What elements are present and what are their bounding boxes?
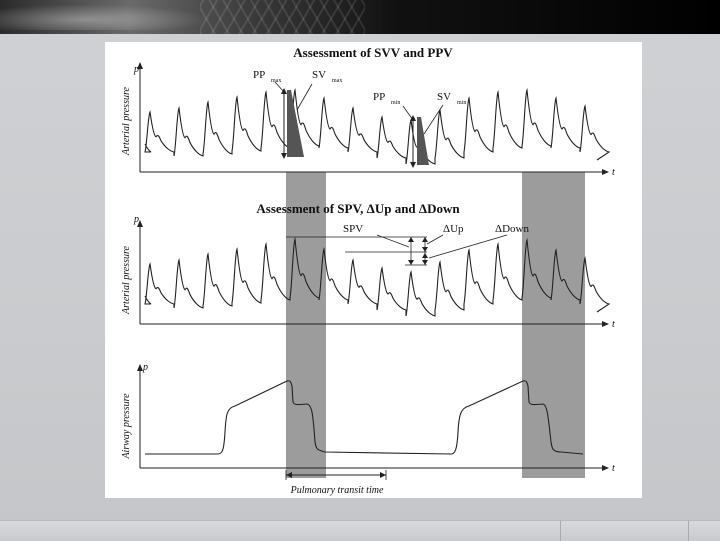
header-hex-pattern <box>200 0 365 34</box>
figure-panel <box>105 42 642 498</box>
shade-band-left <box>286 172 326 478</box>
middle-panel-title: Assessment of SPV, ΔUp and ΔDown <box>256 201 460 216</box>
sv-min-area <box>417 117 429 165</box>
slide-footer-band <box>0 520 720 541</box>
pp-max-subscript: max <box>271 78 282 84</box>
top-p-label: p <box>134 64 139 75</box>
bottom-t-label: t <box>612 463 615 474</box>
pp-min-subscript: min <box>391 100 401 106</box>
ddown-label: ΔDown <box>495 223 529 235</box>
footer-divider <box>560 521 561 541</box>
middle-y-axis-label: Arterial pressure <box>121 246 132 314</box>
pp-max-label: PP <box>253 69 266 81</box>
footer-divider <box>688 521 689 541</box>
top-y-axis-label: Arterial pressure <box>121 87 132 155</box>
bottom-p-label: p <box>143 362 148 373</box>
spv-label: SPV <box>343 223 364 235</box>
middle-p-label: p <box>134 214 139 225</box>
slide-header-band <box>0 0 720 34</box>
middle-t-label: t <box>612 319 615 330</box>
hemodynamics-diagram <box>105 42 642 498</box>
dup-label: ΔUp <box>443 223 464 235</box>
top-x-arrow <box>602 169 609 175</box>
sv-min-subscript: min <box>457 100 467 106</box>
airway-pressure-waveform <box>145 381 583 454</box>
top-panel-title: Assessment of SVV and PPV <box>293 45 453 60</box>
transit-time-caption: Pulmonary transit time <box>290 485 384 496</box>
pp-min-label: PP <box>373 91 386 103</box>
sv-min-label: SV <box>437 91 452 103</box>
sv-max-subscript: max <box>332 78 343 84</box>
header-swoosh-decoration <box>0 4 210 30</box>
bottom-y-axis-label: Airway pressure <box>121 393 132 459</box>
top-t-label: t <box>612 167 615 178</box>
sv-max-label: SV <box>312 69 327 81</box>
shade-band-right <box>522 172 585 478</box>
